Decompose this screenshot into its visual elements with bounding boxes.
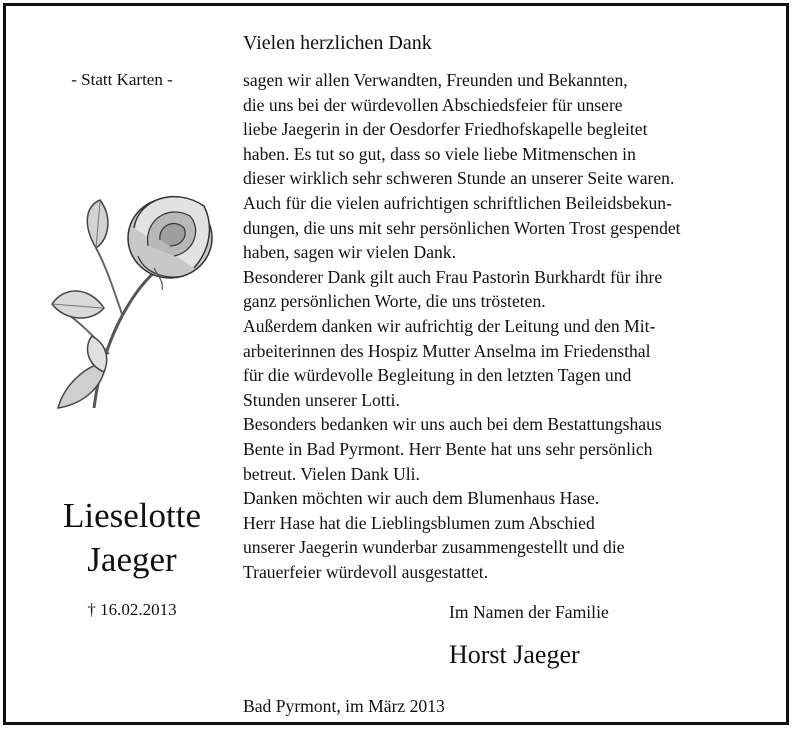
body-line: Besonders bedanken wir uns auch bei dem Bestattungshaus <box>243 414 662 435</box>
right-column <box>243 30 795 584</box>
thanks-body <box>243 68 795 584</box>
notice-frame <box>3 3 789 725</box>
death-date: † 16.02.2013 <box>87 600 177 619</box>
first-name: Lieselotte <box>62 496 201 535</box>
body-line: Auch für die vielen aufrichtigen schriftlichen Beileidsbekun- <box>243 192 672 213</box>
thanks-heading: Vielen herzlichen Dank <box>243 32 432 54</box>
deceased-name <box>14 494 250 582</box>
place-date: Bad Pyrmont, im März 2013 <box>243 696 445 716</box>
signer-name: Horst Jaeger <box>449 640 580 669</box>
body-line: ganz persönlichen Worte, die uns trösteten. <box>243 291 546 312</box>
body-line: die uns bei der würdevollen Abschiedsfeier für unsere <box>243 94 623 115</box>
body-line: betreut. Vielen Dank Uli. <box>243 463 420 484</box>
body-line: Besonderer Dank gilt auch Frau Pastorin Burkhardt für ihre <box>243 266 663 287</box>
body-line: dungen, die uns mit sehr persönlichen Worten Trost gespendet <box>243 217 681 238</box>
body-line: für die würdevolle Begleitung in den letzten Tagen und <box>243 365 632 386</box>
body-line: Stunden unserer Lotti. <box>243 389 400 410</box>
body-line: Danken möchten wir auch dem Blumenhaus Hase. <box>243 488 600 509</box>
body-line: sagen wir allen Verwandten, Freunden und Bekannten, <box>243 70 628 90</box>
body-line: arbeiterinnen des Hospiz Mutter Anselma im Friedensthal <box>243 340 651 361</box>
body-line: unserer Jaegerin wunderbar zusammengestellt und die <box>243 537 625 558</box>
body-line: dieser wirklich sehr schweren Stunde an unserer Seite waren. <box>243 168 675 189</box>
statt-karten-label: - Statt Karten - <box>71 70 173 89</box>
family-line: Im Namen der Familie <box>449 602 609 622</box>
last-name: Jaeger <box>87 540 177 579</box>
body-line: haben, sagen wir vielen Dank. <box>243 242 457 263</box>
rose-icon <box>34 186 224 416</box>
body-line: Herr Hase hat die Lieblingsblumen zum Abschied <box>243 512 595 533</box>
left-column <box>14 6 230 722</box>
body-line: Trauerfeier würdevoll ausgestattet. <box>243 561 489 582</box>
body-line: liebe Jaegerin in der Oesdorfer Friedhofskapelle begleitet <box>243 119 648 140</box>
body-line: Außerdem danken wir aufrichtig der Leitung und den Mit- <box>243 315 656 336</box>
body-line: haben. Es tut so gut, dass so viele liebe Mitmenschen in <box>243 143 636 164</box>
body-line: Bente in Bad Pyrmont. Herr Bente hat uns sehr persönlich <box>243 438 653 459</box>
